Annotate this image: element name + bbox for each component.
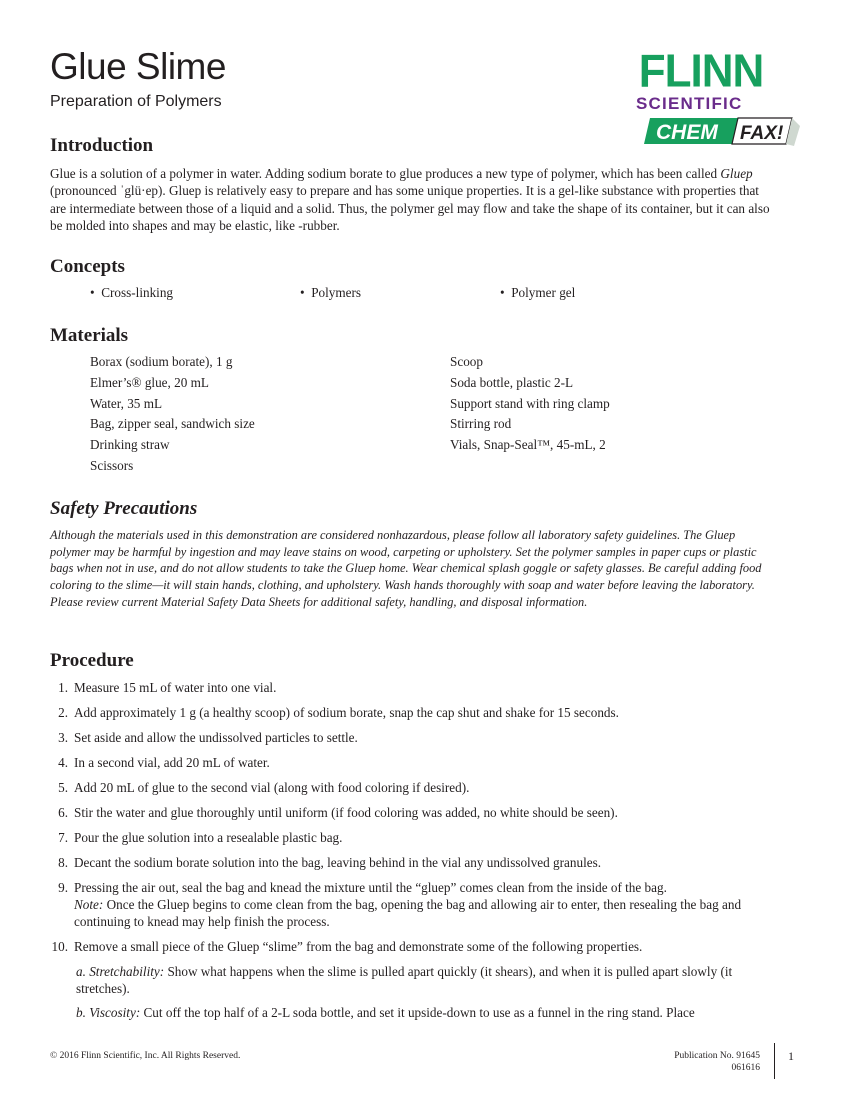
introduction-heading: Introduction	[50, 135, 154, 156]
concept-item: • Polymer gel	[500, 285, 576, 300]
logo-flinn-text: FLINN	[638, 45, 764, 98]
procedure-list	[50, 679, 780, 1029]
concept-item: • Polymers	[300, 285, 362, 300]
step-text: Stir the water and glue thoroughly until uniform (if food coloring was added, no white should be seen).	[74, 805, 618, 820]
safety-heading: Safety Precautions	[50, 498, 198, 519]
material-item: Elmer’s® glue, 20 mL	[90, 374, 209, 390]
logo-chem-text: CHEM	[656, 121, 718, 144]
concepts-heading: Concepts	[50, 256, 125, 277]
procedure-heading: Procedure	[50, 650, 134, 671]
concept-item: • Cross-linking	[90, 285, 174, 300]
step-text	[74, 879, 774, 930]
flinn-logo	[636, 45, 806, 150]
material-item: Scoop	[450, 354, 483, 369]
step-number: 6.	[58, 805, 68, 820]
step-text: Remove a small piece of the Gluep “slime” from the bag and demonstrate some of the following properties.	[74, 939, 643, 954]
intro-text-part2: (pronounced ˈglü·ep). Gluep is relatively easy to prepare and has some unique properties. It is a gel-like substance with properties that are intermediate between those of a liquid and a solid. Thus, the polymer gel may flow and take the shape of its container, but it can also be molded into shapes and may be elastic, like -rubber.	[50, 183, 770, 233]
publication-code: 061616	[731, 1063, 760, 1073]
step-text: Measure 15 mL of water into one vial.	[74, 680, 277, 695]
page-title: Glue Slime	[50, 46, 226, 87]
step-main-text: Pressing the air out, seal the bag and knead the mixture until the “gluep” comes clean from the inside of the bag.	[74, 880, 667, 895]
material-item: Soda bottle, plastic 2-L	[450, 374, 574, 390]
copyright-notice: © 2016 Flinn Scientific, Inc. All Rights Reserved.	[50, 1051, 241, 1061]
page-subtitle: Preparation of Polymers	[50, 93, 222, 110]
step-text: Add approximately 1 g (a healthy scoop) of sodium borate, snap the cap shut and shake for 15 seconds.	[74, 705, 619, 720]
property-text: Show what happens when the slime is pulled apart quickly (it shears), and when it is pulled apart slowly (it stretches).	[76, 964, 733, 996]
material-item: Bag, zipper seal, sandwich size	[90, 416, 255, 432]
materials-list-left	[90, 352, 255, 477]
concept-label: Polymer gel	[511, 285, 576, 300]
step-text: Set aside and allow the undissolved particles to settle.	[74, 730, 358, 745]
step-number: 4.	[58, 755, 68, 770]
note-text: Once the Gluep begins to come clean from the bag, opening the bag and allowing air to enter, then resealing the bag and continuing to knead may help finish the process.	[74, 897, 742, 929]
material-item: Water, 35 mL	[90, 395, 163, 411]
step-number: 10.	[51, 939, 68, 954]
material-item: Vials, Snap-Seal™, 45-mL, 2	[450, 437, 606, 453]
concept-label: Cross-linking	[101, 285, 174, 300]
step-number: 1.	[58, 680, 68, 695]
material-item: Borax (sodium borate), 1 g	[90, 354, 233, 369]
step-text: Pour the glue solution into a resealable plastic bag.	[74, 830, 343, 845]
safety-paragraph: Although the materials used in this demonstration are considered nonhazardous, please follow all laboratory safety guidelines. The Gluep polymer may be harmful by ingestion and may leave stains on wood, carpeting or upholstery. Set the polymer samples in paper cups or plastic bags when not in use, and do not allow students to take the Gluep home. Wear chemical splash goggle or safety glasses. Be careful adding food coloring to the slime—it will stain hands, clothing, and upholstery. Wash hands thoroughly with soap and water before leaving the laboratory. Please review current Material Safety Data Sheets for additional safety, handling, and disposal information.	[50, 528, 762, 609]
logo-fax-text: FAX!	[740, 123, 784, 144]
chemfax-badge	[642, 116, 802, 146]
property-label: b. Viscosity:	[76, 1005, 141, 1020]
property-item-stretchability	[76, 963, 776, 997]
publication-number: Publication No. 91645	[674, 1051, 760, 1061]
property-text: Cut off the top half of a 2-L soda bottle, and set it upside-down to use as a funnel in the ring stand. Place	[140, 1005, 695, 1020]
materials-list-right	[450, 352, 610, 456]
note-label: Note:	[74, 897, 104, 912]
concept-label: Polymers	[311, 285, 362, 300]
step-number: 9.	[58, 880, 68, 895]
page-number: 1	[788, 1049, 794, 1063]
material-item: Drinking straw	[90, 437, 170, 453]
step-number: 3.	[58, 730, 68, 745]
material-item: Scissors	[90, 457, 134, 473]
step-number: 8.	[58, 855, 68, 870]
property-item-viscosity	[76, 1004, 776, 1021]
material-item: Support stand with ring clamp	[450, 395, 610, 411]
logo-scientific-text: SCIENTIFIC	[636, 94, 743, 113]
footer-divider	[774, 1043, 775, 1079]
step-text: Decant the sodium borate solution into the bag, leaving behind in the vial any undissolved granules.	[74, 855, 602, 870]
step-number: 5.	[58, 780, 68, 795]
step-number: 7.	[58, 830, 68, 845]
step-text: Add 20 mL of glue to the second vial (along with food coloring if desired).	[74, 780, 470, 795]
step-number: 2.	[58, 705, 68, 720]
materials-heading: Materials	[50, 325, 129, 346]
publication-info	[620, 1050, 760, 1074]
intro-gluep-term: Gluep	[720, 166, 753, 181]
step-text: In a second vial, add 20 mL of water.	[74, 755, 270, 770]
material-item: Stirring rod	[450, 416, 512, 432]
property-label: a. Stretchability:	[76, 964, 165, 979]
introduction-paragraph	[50, 165, 770, 234]
intro-text-part1: Glue is a solution of a polymer in water. Adding sodium borate to glue produces a new type of polymer, which has been called	[50, 166, 721, 181]
